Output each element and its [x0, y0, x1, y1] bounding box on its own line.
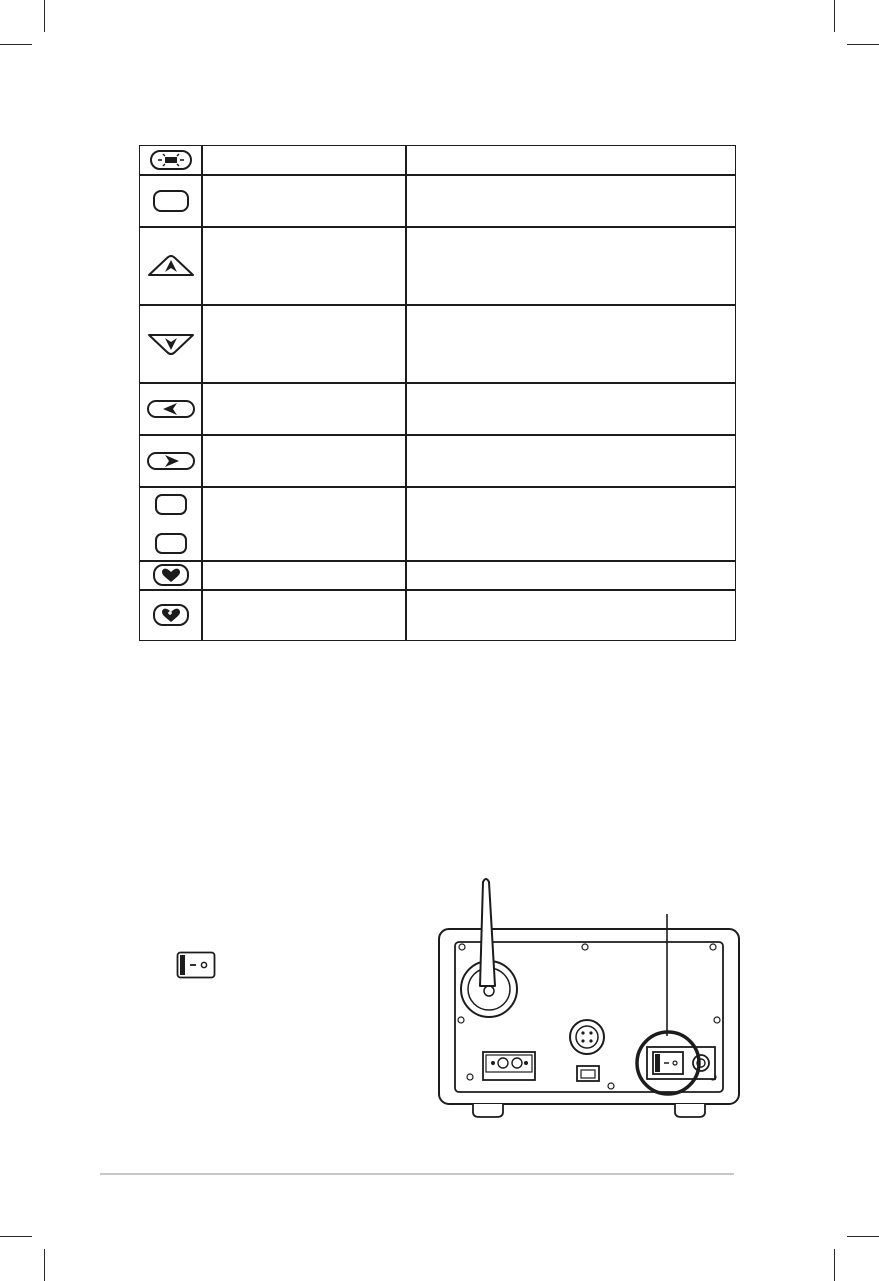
crop-mark	[44, 0, 45, 32]
up-arrow-key-icon	[140, 227, 202, 304]
key-description	[407, 590, 735, 640]
device-rear-panel-illustration	[437, 876, 742, 1121]
crop-mark	[834, 0, 835, 32]
key-description	[407, 487, 735, 560]
key-name	[203, 561, 405, 589]
key-description	[407, 435, 735, 486]
heart-key-icon	[140, 561, 202, 589]
key-name	[203, 305, 405, 382]
backlight-key-icon	[140, 146, 202, 174]
heart-plus-key-icon	[140, 590, 202, 640]
right-arrow-key-icon	[140, 435, 202, 486]
down-arrow-key-icon	[140, 305, 202, 382]
crop-mark	[0, 44, 32, 45]
key-description	[407, 146, 735, 174]
key-description	[407, 175, 735, 226]
key-description	[407, 305, 735, 382]
left-arrow-key-icon	[140, 383, 202, 434]
key-name	[203, 487, 405, 560]
key-name	[203, 227, 405, 304]
key-name	[203, 435, 405, 486]
key-description	[407, 383, 735, 434]
crop-mark	[0, 1236, 32, 1237]
key-name	[203, 175, 405, 226]
key-description	[407, 227, 735, 304]
paired-blank-keys-icon	[140, 487, 202, 560]
key-function-table	[139, 145, 736, 641]
crop-mark	[847, 1236, 879, 1237]
crop-mark	[847, 44, 879, 45]
footer-rule	[100, 1173, 734, 1175]
key-description	[407, 561, 735, 589]
key-name	[203, 383, 405, 434]
crop-mark	[834, 1249, 835, 1281]
crop-mark	[44, 1249, 45, 1281]
key-name	[203, 590, 405, 640]
rocker-switch-icon	[176, 951, 216, 979]
blank-key-icon	[140, 175, 202, 226]
key-name	[203, 146, 405, 174]
